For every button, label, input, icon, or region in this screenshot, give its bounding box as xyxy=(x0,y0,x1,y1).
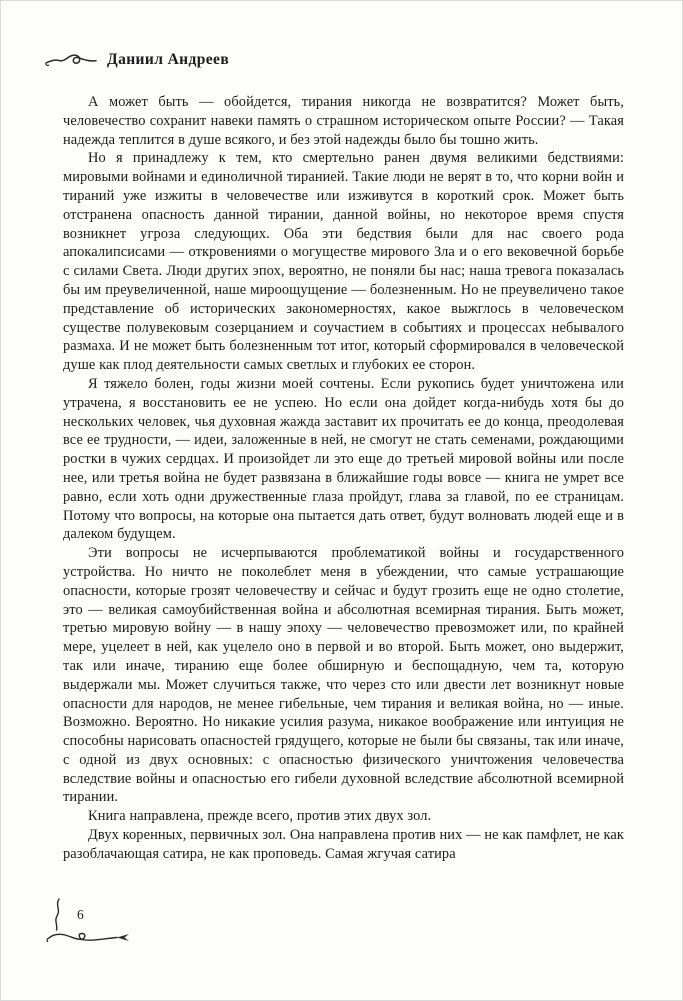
header-flourish-icon xyxy=(45,51,97,69)
page-footer xyxy=(45,897,165,957)
author-name: Даниил Андреев xyxy=(107,51,230,68)
paragraph: А может быть — обойдется, тирания никогда не возвратится? Может быть, человечество сохранит навеки память о страшном историческом опыте России? — Такая надежда теплится в душе всякого, и без этой надежды было бы тошно жить. xyxy=(63,94,624,148)
paragraph: Двух коренных, первичных зол. Она направлена против них — не как памфлет, не как разоблачающая сатира, не как проповедь. Самая жгучая сатира xyxy=(63,827,624,862)
paragraph: Я тяжело болен, годы жизни моей сочтены. Если рукопись будет уничтожена или утрачена, я восстановить ее не успею. Но если она дойдет когда-нибудь хотя бы до нескольких человек, чья духовная жажда заставит их прочитать ее до конца, преодолевая все ее трудности, — идеи, заложенные в ней, не смогут не стать семенами, рождающими ростки в чужих сердцах. И произойдет ли это еще до третьей мировой войны или после нее, или третья война не будет развязана в ближайшие годы вовсе — книга не умрет все равно, если хоть одни дружественные глаза пройдут, глава за главой, по ее страницам. Потому что вопросы, на которые она пытается дать ответ, будут волновать людей еще и в далеком будущем. xyxy=(63,375,624,543)
paragraph: Книга направлена, прежде всего, против этих двух зол. xyxy=(88,808,432,825)
page-header xyxy=(45,51,229,69)
page-number: 6 xyxy=(77,907,84,922)
paragraph: Эти вопросы не исчерпываются проблематикой войны и государственного устройства. Но ничто не поколеблет меня в убеждении, что самые устрашающие опасности, которые грозят человечеству и сейчас и будут грозить еще не одно столетие, это — великая самоубийственная война и абсолютная всемирная тирания. Быть может, третью мировую войну — в нашу эпоху — человечество превозможет или, по крайней мере, уцелеет в ней, как уцелело оно в первой и во второй. Быть может, оно выдержит, так или иначе, тиранию еще более обширную и беспощадную, чем та, которую выдержали мы. Может случиться также, что через сто или двести лет возникнут новые опасности для народов, не менее гибельные, чем тирания и великая война, но — иные. Возможно. Вероятно. Но никакие усилия разума, никакое воображение или интуиция не способны нарисовать опасностей грядущего, которые не были бы связаны, так или иначе, с одной из двух основных: с опасностью физического уничтожения человечества вследствие войны и опасностью его гибели духовной вследствие абсолютной всемирной тирании. xyxy=(63,545,624,806)
paragraph: Но я принадлежу к тем, кто смертельно ранен двумя великими бедствиями: мировыми войнами и единоличной тиранией. Такие люди не верят в то, что корни войн и тираний уже изжиты в человечестве или изживутся в короткий срок. Может быть отстранена опасность данной тирании, данной войны, но некоторое время спустя возникнет угроза следующих. Оба эти бедствия были для нас своего рода апокалипсисами — откровениями о могуществе мирового Зла и о его вековечной борьбе с силами Света. Люди других эпох, вероятно, не поняли бы нас; наша тревога показалась бы им преувеличенной, наше мироощущение — болезненным. Но не преувеличено такое представление об исторических закономерностях, какое выжглось в человеческом существе полувековым созерцанием и соучастием в событиях и процессах небывалого размаха. И не может быть болезненным тот итог, который сформировался в человеческой душе как плод деятельности самых светлых и глубоких ее сторон. xyxy=(63,150,624,374)
footer-flourish-icon xyxy=(45,897,137,949)
body-text xyxy=(63,93,624,864)
